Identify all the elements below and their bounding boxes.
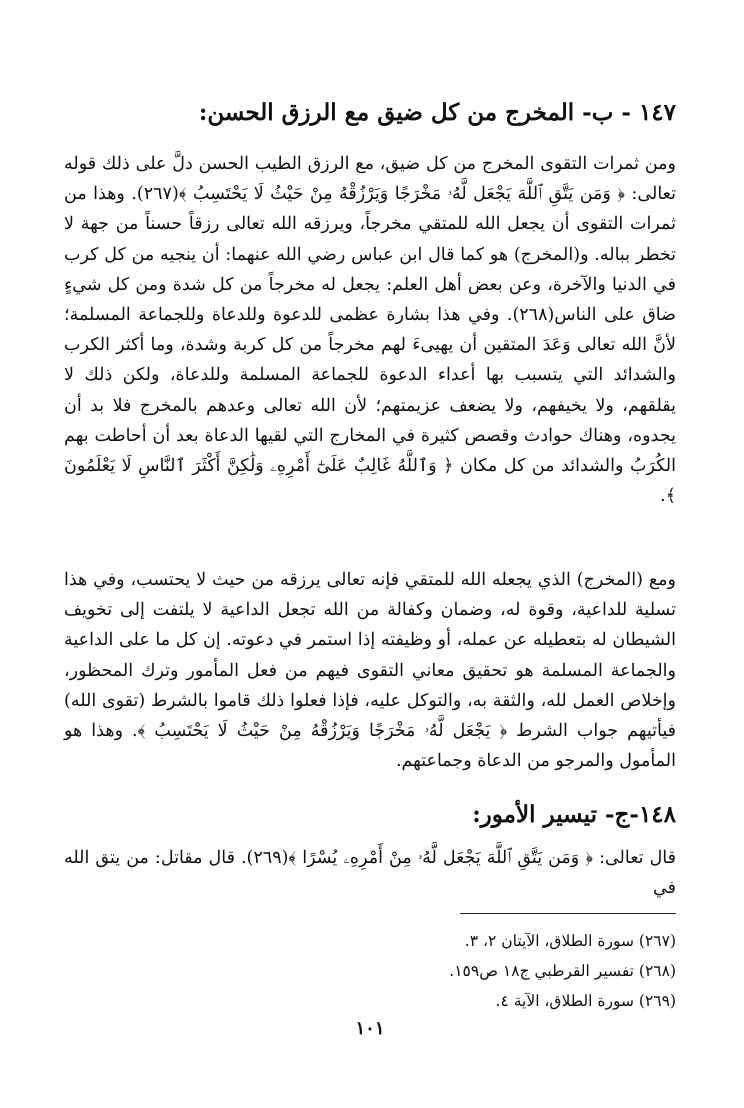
section-147-paragraph-1: ومن ثمرات التقوى المخرج من كل ضيق، مع الرزق الطيب الحسن دلَّ على ذلك قوله تعالى: ﴿ وَمَن يَتَّقِ ٱللَّهَ يَجْعَل لَّهُۥ مَخْرَجًا وَيَرْزُقْهُ مِنْ حَيْثُ لَا يَحْتَسِبُ ﴾(٢٦٧). وهذا من ثمرات التقوى أن يجعل الله للمتقي مخرجاً، ويرزقه الله تعالى رزقاً حسناً من جهة لا تخطر بباله. و(المخرج) هو كما قال ابن عباس رضي الله عنهما: أن ينجيه من كل كرب في الدنيا والآخرة، وعن بعض أهل العلم: يجعل له مخرجاً من كل شدة ومن كل شيءٍ ضاق على الناس(٢٦٨). وفي هذا بشارة عظمى للدعوة وللدعاة وللجماعة المسلمة؛ لأنَّ الله تعالى وَعَدَ المتقين أن يهيىءَ لهم مخرجاً من كل كربة وشدة، وما أكثر الكرب والشدائد التي يتسبب بها أعداء الدعوة للجماعة المسلمة وللدعاة، ولكن ذلك لا يقلقهم، ولا يخيفهم، ولا يضعف عزيمتهم؛ لأن الله تعالى وعدهم بالمخرج فلا بد أن يجدوه، وهناك حوادث وقصص كثيرة في المخارج التي لقيها الدعاة بعد أن أحاطت بهم الكُرَبُ والشدائد من كل مكان ﴿ وَٱللَّهُ غَالِبٌ عَلَىٰٓ أَمْرِهِۦ وَلَٰكِنَّ أَكْثَرَ ٱلنَّاسِ لَا يَعْلَمُونَ ﴾. bbox=[64, 154, 676, 507]
book-page bbox=[64, 0, 676, 1108]
footnote-separator bbox=[460, 913, 676, 914]
page-number: ١٠١ bbox=[355, 1018, 385, 1039]
footnote-269: (٢٦٩) سورة الطلاق، الآية ٤. bbox=[495, 992, 676, 1010]
section-147-paragraph-2: ومع (المخرج) الذي يجعله الله للمتقي فإنه تعالى يرزقه من حيث لا يحتسب، وفي هذا تسلية للداعية، وقوة له، وضمان وكفالة من الله تجعل الداعية لا يلتفت إلى تخويف الشيطان له بتعطيله عن عمله، أو وظيفته إذا استمر في دعوته. إن كل ما على الداعية والجماعة المسلمة هو تحقيق معاني التقوى فيهم من فعل المأمور وترك المحظور، وإخلاص العمل لله، والثقة به، والتوكل عليه، فإذا فعلوا ذلك قاموا بالشرط (تقوى الله) فيأتيهم جواب الشرط ﴿ يَجْعَل لَّهُۥ مَخْرَجًا وَيَرْزُقْهُ مِنْ حَيْثُ لَا يَحْتَسِبُ ﴾. وهذا هو المأمول والمرجو من الدعاة وجماعتهم. bbox=[64, 570, 676, 772]
section-148-paragraph: قال تعالى: ﴿ وَمَن يَتَّقِ ٱللَّهَ يَجْعَل لَّهُۥ مِنْ أَمْرِهِۦ يُسْرًا ﴾(٢٦٩). قال مقاتل: من يتق الله في bbox=[64, 848, 676, 899]
section-147-heading: ١٤٧ - ب- المخرج من كل ضيق مع الرزق الحسن: bbox=[198, 99, 676, 126]
footnote-267: (٢٦٧) سورة الطلاق، الآيتان ٢، ٣. bbox=[464, 932, 676, 950]
section-148-heading: ١٤٨-ج- تيسير الأمور: bbox=[472, 801, 676, 828]
footnotes-list bbox=[64, 926, 676, 1016]
footnote-268: (٢٦٨) تفسير القرطبي ج١٨ ص١٥٩. bbox=[449, 962, 676, 980]
